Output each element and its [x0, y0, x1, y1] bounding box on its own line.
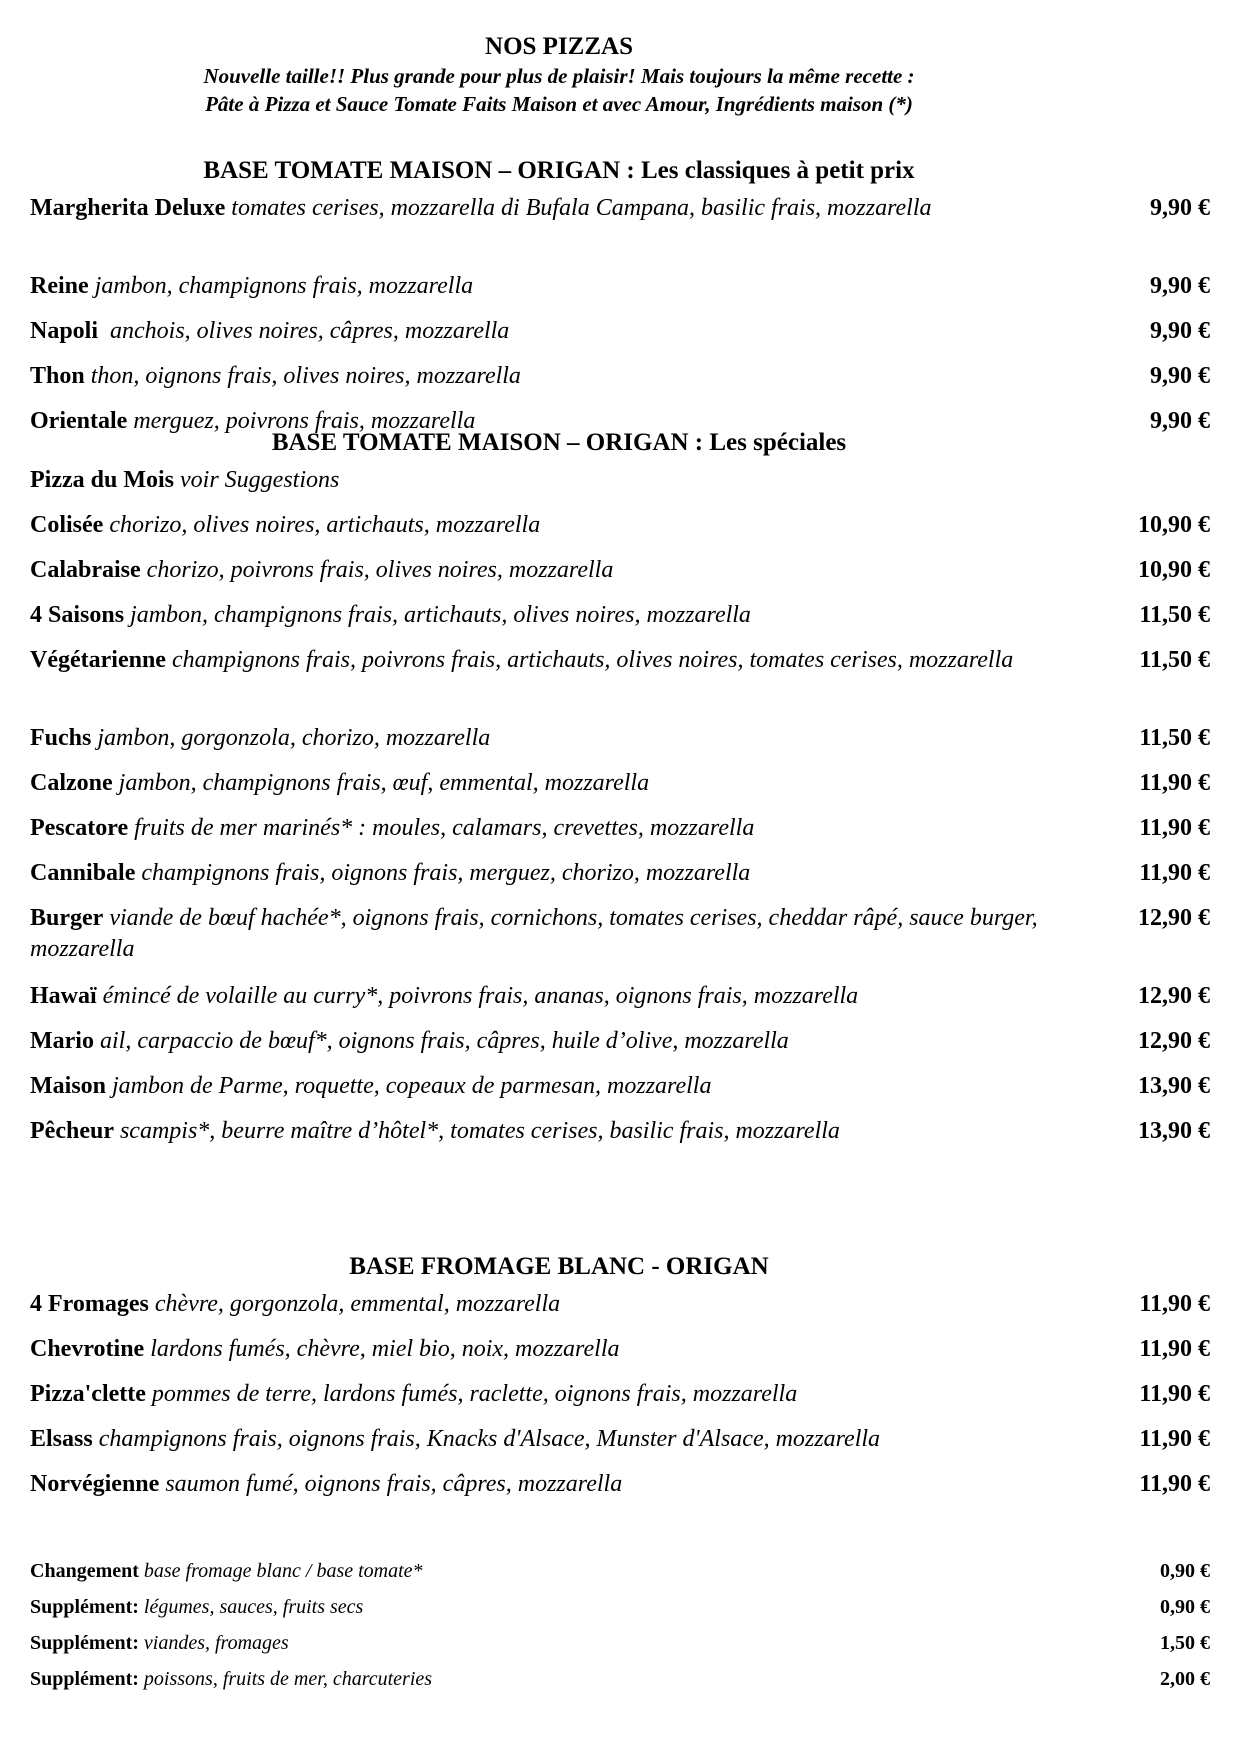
- supplements-list: [30, 1558, 1210, 1702]
- item-price: 11,90 €: [1139, 770, 1210, 796]
- subtitle-line-1: Nouvelle taille!! Plus grande pour plus de plaisir! Mais toujours la même recette :: [203, 64, 915, 88]
- item-ingredients: tomates cerises, mozzarella di Bufala Campana, basilic frais, mozzarella: [231, 195, 932, 221]
- menu-item: [30, 903, 1210, 981]
- supplement-price: 2,00 €: [1160, 1668, 1210, 1690]
- item-ingredients: jambon, champignons frais, artichauts, olives noires, mozzarella: [130, 602, 751, 628]
- item-ingredients: chèvre, gorgonzola, emmental, mozzarella: [154, 1291, 561, 1317]
- menu-item: [30, 1071, 1210, 1116]
- menu-item: [30, 316, 1210, 361]
- item-name: Margherita Deluxe: [30, 195, 226, 221]
- menu-item: [30, 193, 1210, 271]
- item-ingredients: champignons frais, oignons frais, merguez, chorizo, mozzarella: [141, 860, 751, 886]
- supplement-price: 1,50 €: [1160, 1632, 1210, 1654]
- item-name: Maison: [30, 1073, 107, 1099]
- item-price: 11,90 €: [1139, 1471, 1210, 1497]
- item-name: Mario: [30, 1028, 94, 1054]
- menu-item: [30, 645, 1210, 723]
- section-title: BASE TOMATE MAISON – ORIGAN : Les spéciales: [271, 429, 847, 456]
- item-price: 9,90 €: [1150, 363, 1210, 389]
- menu-item: [30, 465, 1210, 510]
- section-tomate-classiques: [30, 148, 1210, 451]
- menu-item: [30, 1469, 1210, 1514]
- supplement-name: Changement: [30, 1560, 139, 1582]
- item-name: Colisée: [30, 512, 104, 538]
- item-ingredients: thon, oignons frais, olives noires, mozzarella: [90, 363, 521, 389]
- item-name: Végétarienne: [30, 647, 166, 673]
- supplement-item: [30, 1666, 1210, 1702]
- item-ingredients: ail, carpaccio de bœuf*, oignons frais, câpres, huile d’olive, mozzarella: [99, 1028, 789, 1054]
- menu-item: [30, 1334, 1210, 1379]
- section-tomate-speciales: [30, 420, 1210, 1161]
- menu-item: [30, 271, 1210, 316]
- menu-item: [30, 1116, 1210, 1161]
- item-price: 12,90 €: [1138, 983, 1210, 1009]
- item-price: 12,90 €: [1138, 1028, 1210, 1054]
- item-ingredients: jambon, gorgonzola, chorizo, mozzarella: [97, 725, 491, 751]
- menu-item: [30, 510, 1210, 555]
- supplement-desc: viandes, fromages: [143, 1632, 289, 1654]
- item-ingredients: champignons frais, oignons frais, Knacks d'Alsace, Munster d'Alsace, mozzarella: [98, 1426, 881, 1452]
- menu-item: [30, 1424, 1210, 1469]
- supplement-name: Supplément:: [30, 1596, 139, 1618]
- item-price: 11,90 €: [1139, 860, 1210, 886]
- item-price: 9,90 €: [1150, 195, 1210, 221]
- item-name: Pêcheur: [30, 1118, 114, 1144]
- menu-item: [30, 1379, 1210, 1424]
- menu-header: [0, 32, 1118, 118]
- item-ingredients: merguez, poivrons frais, mozzarella: [133, 408, 476, 434]
- menu-item: [30, 1289, 1210, 1334]
- menu-item: [30, 981, 1210, 1026]
- item-name: Orientale: [30, 408, 128, 434]
- item-name: Pizza'clette: [30, 1381, 146, 1407]
- item-ingredients: champignons frais, poivrons frais, artichauts, olives noires, tomates cerises, mozzarella: [171, 647, 1014, 673]
- section-title: BASE FROMAGE BLANC - ORIGAN: [349, 1253, 769, 1280]
- item-price: 9,90 €: [1150, 318, 1210, 344]
- item-price: 9,90 €: [1150, 273, 1210, 299]
- item-name: Chevrotine: [30, 1336, 145, 1362]
- item-name: Pizza du Mois: [30, 467, 174, 493]
- item-ingredients: chorizo, poivrons frais, olives noires, mozzarella: [146, 557, 614, 583]
- item-price: 11,90 €: [1139, 815, 1210, 841]
- section-fromage-blanc: [30, 1244, 1210, 1514]
- item-name: Cannibale: [30, 860, 136, 886]
- supplement-price: 0,90 €: [1160, 1596, 1210, 1618]
- item-price: 11,90 €: [1139, 1381, 1210, 1407]
- item-price: 11,50 €: [1139, 602, 1210, 628]
- item-price: 13,90 €: [1138, 1118, 1210, 1144]
- item-ingredients: émincé de volaille au curry*, poivrons frais, ananas, oignons frais, mozzarella: [102, 983, 859, 1009]
- menu-item: [30, 813, 1210, 858]
- item-ingredients: pommes de terre, lardons fumés, raclette, oignons frais, mozzarella: [151, 1381, 798, 1407]
- subtitle-line-2: Pâte à Pizza et Sauce Tomate Faits Maison et avec Amour, Ingrédients maison (*): [205, 92, 913, 116]
- item-price: 10,90 €: [1138, 512, 1210, 538]
- page-title: NOS PIZZAS: [485, 33, 633, 60]
- item-price: 12,90 €: [1138, 905, 1210, 931]
- menu-item: [30, 768, 1210, 813]
- item-price: 9,90 €: [1150, 408, 1210, 434]
- menu-item: [30, 361, 1210, 406]
- menu-item: [30, 1026, 1210, 1071]
- item-name: Norvégienne: [30, 1471, 160, 1497]
- supplement-price: 0,90 €: [1160, 1560, 1210, 1582]
- supplement-desc: poissons, fruits de mer, charcuteries: [143, 1668, 433, 1690]
- item-ingredients: viande de bœuf hachée*, oignons frais, cornichons, tomates cerises, cheddar râpé, sauce burger, mozzarella: [30, 905, 1038, 962]
- supplement-name: Supplément:: [30, 1668, 139, 1690]
- item-name: Elsass: [30, 1426, 93, 1452]
- item-price: 10,90 €: [1138, 557, 1210, 583]
- item-price: 11,90 €: [1139, 1291, 1210, 1317]
- item-ingredients: chorizo, olives noires, artichauts, mozzarella: [109, 512, 541, 538]
- item-price: 11,90 €: [1139, 1336, 1210, 1362]
- item-price: 13,90 €: [1138, 1073, 1210, 1099]
- item-name: 4 Fromages: [30, 1291, 149, 1317]
- menu-item: [30, 858, 1210, 903]
- item-ingredients: jambon, champignons frais, œuf, emmental, mozzarella: [118, 770, 650, 796]
- item-name: Fuchs: [30, 725, 92, 751]
- item-ingredients: anchois, olives noires, câpres, mozzarella: [104, 318, 510, 344]
- item-ingredients: scampis*, beurre maître d’hôtel*, tomates cerises, basilic frais, mozzarella: [119, 1118, 840, 1144]
- supplement-desc: légumes, sauces, fruits secs: [143, 1596, 364, 1618]
- item-name: Calzone: [30, 770, 113, 796]
- item-name: Calabraise: [30, 557, 141, 583]
- item-name: Reine: [30, 273, 89, 299]
- item-name: Thon: [30, 363, 85, 389]
- item-price: 11,50 €: [1139, 725, 1210, 751]
- supplement-desc: base fromage blanc / base tomate*: [143, 1560, 423, 1582]
- menu-item: [30, 723, 1210, 768]
- section-title: BASE TOMATE MAISON – ORIGAN : Les classiques à petit prix: [203, 157, 915, 184]
- item-ingredients: lardons fumés, chèvre, miel bio, noix, mozzarella: [150, 1336, 620, 1362]
- item-name: Burger: [30, 905, 104, 931]
- supplement-name: Supplément:: [30, 1632, 139, 1654]
- item-name: Napoli: [30, 318, 99, 344]
- item-ingredients: jambon de Parme, roquette, copeaux de parmesan, mozzarella: [112, 1073, 712, 1099]
- item-price: 11,90 €: [1139, 1426, 1210, 1452]
- menu-item: [30, 600, 1210, 645]
- item-price: 11,50 €: [1139, 647, 1210, 673]
- supplement-item: [30, 1630, 1210, 1666]
- supplement-item: [30, 1594, 1210, 1630]
- item-name: Pescatore: [30, 815, 129, 841]
- item-name: 4 Saisons: [30, 602, 125, 628]
- menu-item: [30, 555, 1210, 600]
- item-ingredients: voir Suggestions: [180, 467, 340, 493]
- item-ingredients: saumon fumé, oignons frais, câpres, mozzarella: [165, 1471, 623, 1497]
- item-ingredients: jambon, champignons frais, mozzarella: [94, 273, 474, 299]
- supplement-item: [30, 1558, 1210, 1594]
- item-ingredients: fruits de mer marinés* : moules, calamars, crevettes, mozzarella: [134, 815, 755, 841]
- item-name: Hawaï: [30, 983, 97, 1009]
